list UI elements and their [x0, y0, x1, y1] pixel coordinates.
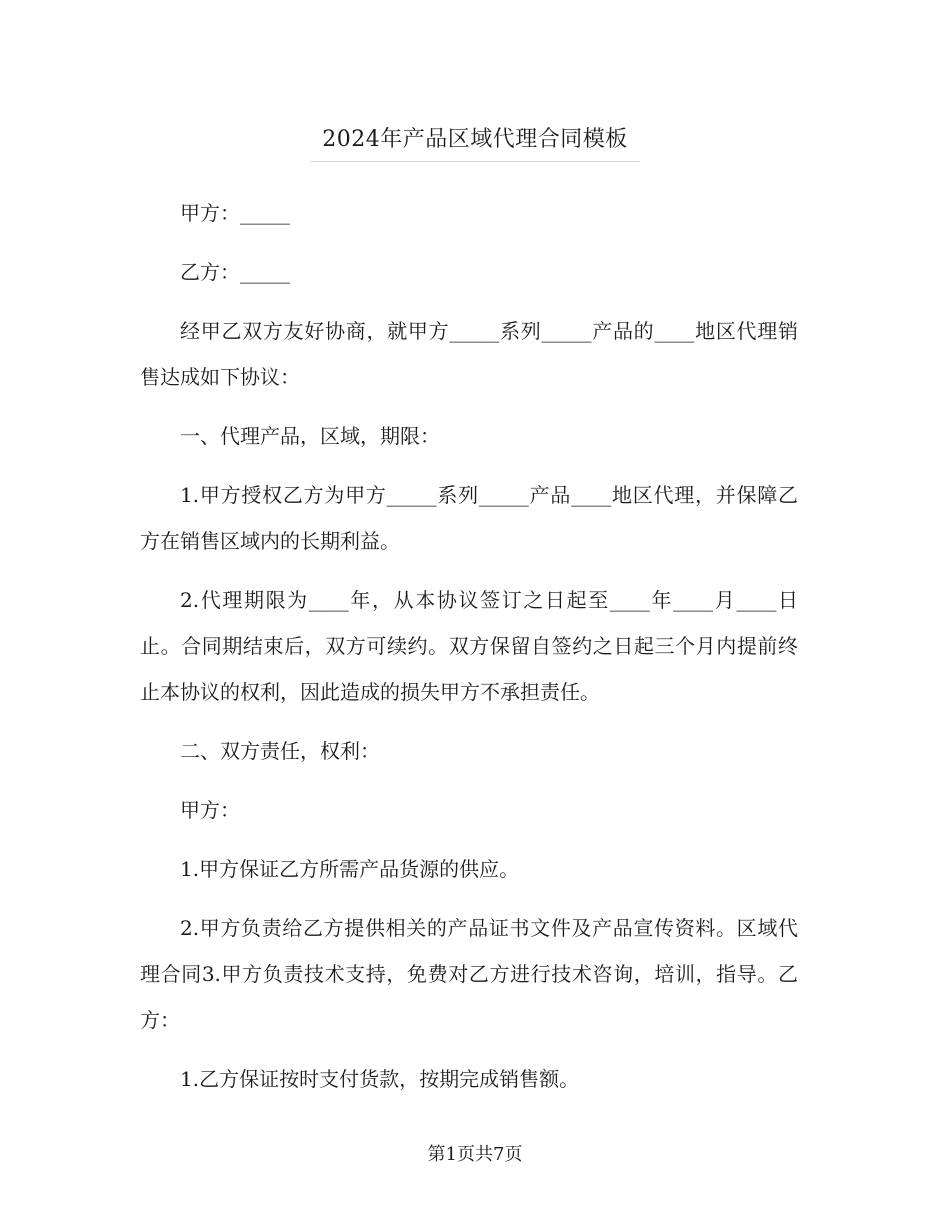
document-body — [140, 190, 798, 1115]
document-title: 2024年产品区域代理合同模板 — [322, 127, 628, 152]
clause-term: 2.代理期限为____年，从本协议签订之日起至____年____月____日止。合同期结束后，双方可续约。双方保留自签约之日起三个月内提前终止本协议的权利，因此造成的损失甲方不承担责任。 — [140, 588, 798, 704]
clause-authorization: 1.甲方授权乙方为甲方_____系列_____产品____地区代理，并保障乙方在销售区域内的长期利益。 — [140, 483, 798, 553]
title-divider — [310, 161, 640, 162]
clause-supply: 1.甲方保证乙方所需产品货源的供应。 — [180, 857, 520, 881]
party-b-line: 乙方：_____ — [180, 260, 290, 284]
agreement-intro-paragraph: 经甲乙双方友好协商，就甲方_____系列_____产品的____地区代理销售达成如下协议： — [140, 319, 798, 389]
party-a-heading: 甲方： — [180, 798, 240, 822]
page-number-footer: 第1页共7页 — [427, 1144, 523, 1165]
clause-payment: 1.乙方保证按时支付货款，按期完成销售额。 — [180, 1067, 580, 1091]
clause-materials-support: 2.甲方负责给乙方提供相关的产品证书文件及产品宣传资料。区域代理合同3.甲方负责技术支持，免费对乙方进行技术咨询，培训，指导。乙方： — [140, 916, 798, 1032]
section-heading-scope: 一、代理产品，区域，期限： — [180, 424, 440, 448]
party-a-line: 甲方：_____ — [180, 201, 290, 225]
section-heading-responsibilities: 二、双方责任，权利： — [180, 739, 380, 763]
